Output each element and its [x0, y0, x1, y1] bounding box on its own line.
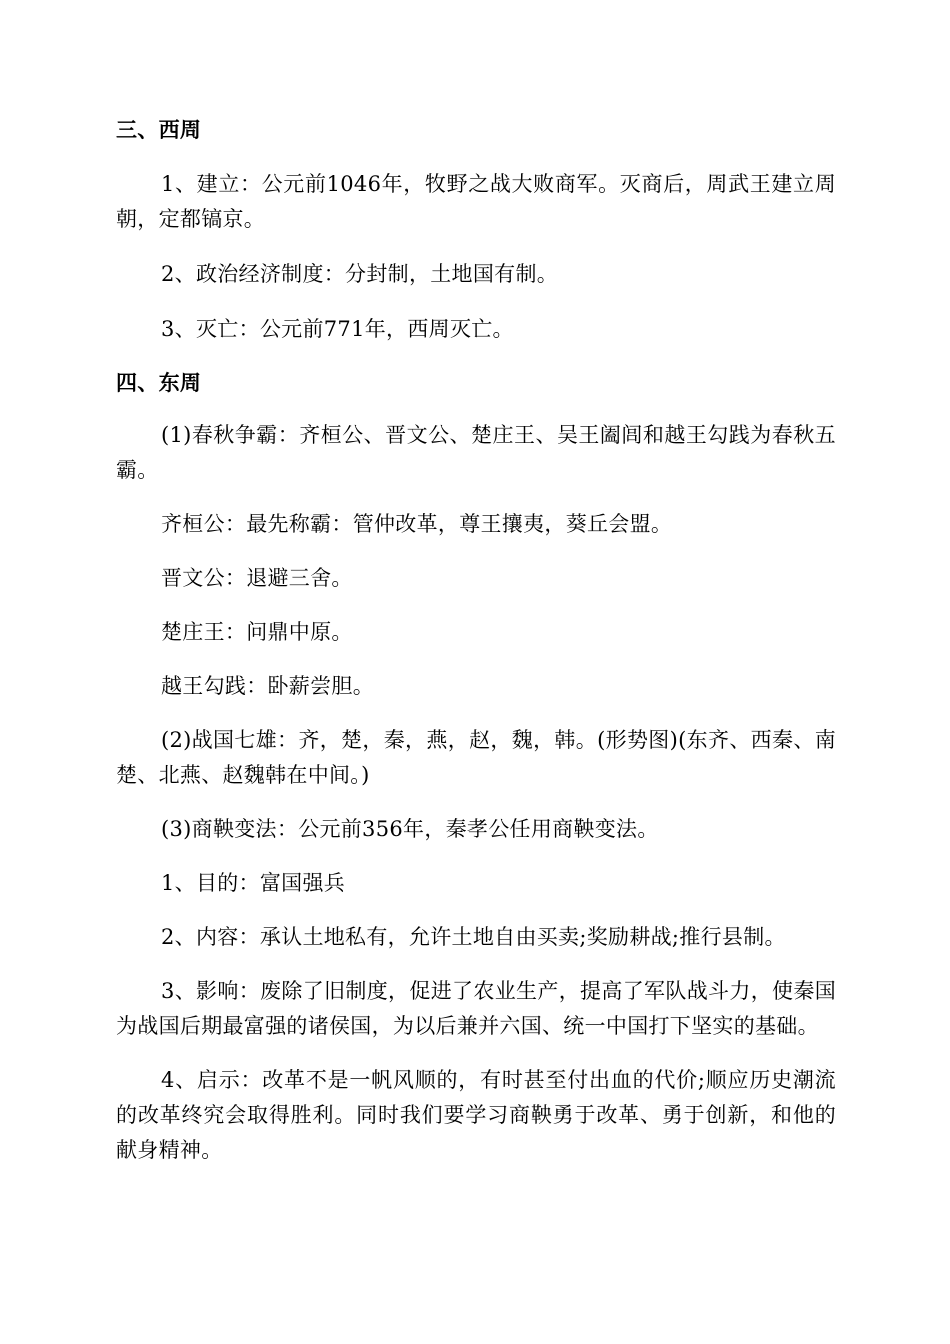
paragraph-yue-wang-gou-jian: 越王勾践：卧薪尝胆。 — [161, 674, 374, 698]
paragraph-content: 2、内容：承认土地私有，允许土地自由买卖;奖励耕战;推行县制。 — [161, 925, 786, 949]
paragraph-influence: 3、影响：废除了旧制度，促进了农业生产，提高了军队战斗力，使秦国为战国后期最富强的诸侯国，为以后兼并六国、统一中国打下坚实的基础。 — [116, 979, 836, 1038]
section-heading-west-zhou: 三、西周 — [116, 117, 202, 142]
section-heading-east-zhou: 四、东周 — [116, 370, 202, 395]
paragraph-purpose: 1、目的：富国强兵 — [161, 871, 346, 895]
paragraph-enlightenment: 4、启示：改革不是一帆风顺的，有时甚至付出血的代价;顺应历史潮流的改革终究会取得胜利。同时我们要学习商鞅勇于改革、勇于创新，和他的献身精神。 — [116, 1068, 836, 1162]
paragraph-jin-wen-gong: 晋文公：退避三舍。 — [161, 566, 353, 590]
paragraph-political-system: 2、政治经济制度：分封制，土地国有制。 — [161, 262, 559, 286]
paragraph-shang-yang-reform: (3)商鞅变法：公元前356年，秦孝公任用商鞅变法。 — [161, 817, 659, 841]
paragraph-spring-autumn: (1)春秋争霸：齐桓公、晋文公、楚庄王、吴王阖闾和越王勾践为春秋五霸。 — [116, 423, 836, 482]
paragraph-fall: 3、灭亡：公元前771年，西周灭亡。 — [161, 317, 514, 341]
paragraph-warring-states: (2)战国七雄：齐，楚，秦，燕，赵，魏，韩。(形势图)(东齐、西秦、南楚、北燕、赵魏韩在中间。) — [116, 728, 836, 787]
paragraph-chu-zhuang-wang: 楚庄王：问鼎中原。 — [161, 620, 353, 644]
paragraph-qi-huan-gong: 齐桓公：最先称霸：管仲改革，尊王攘夷，葵丘会盟。 — [161, 512, 673, 536]
document-page — [116, 108, 836, 1168]
paragraph-establishment: 1、建立：公元前1046年，牧野之战大败商军。灭商后，周武王建立周朝，定都镐京。 — [116, 172, 836, 231]
